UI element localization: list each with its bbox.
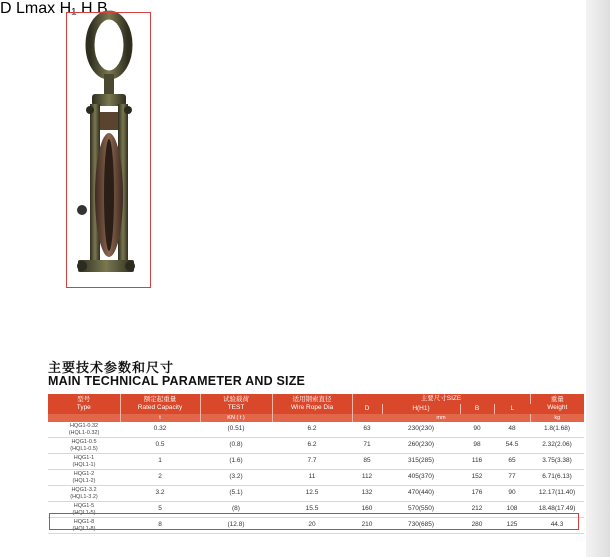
label-b: B <box>97 0 108 17</box>
unit-model <box>48 414 120 422</box>
model-code-alt: (HQL1-8) <box>72 525 96 532</box>
cell-weight: 44.3 <box>530 518 584 534</box>
header-size: 主要尺寸SIZE <box>352 394 530 404</box>
model-code: HQG1-2 <box>73 471 95 477</box>
cell-d: 210 <box>352 518 382 534</box>
unit-weight: kg <box>530 414 584 422</box>
model-code-alt: (HQL1-0.5) <box>70 445 98 452</box>
header-model-zh: 型号 <box>77 396 91 403</box>
cell-b: 98 <box>460 438 494 454</box>
cell-l: 54.5 <box>494 438 530 454</box>
page-edge <box>586 0 610 557</box>
model-code-alt: (HQL1-5) <box>72 509 96 516</box>
model-code-alt: (HQL1-2) <box>72 477 96 484</box>
cell-capacity: 2 <box>120 470 200 486</box>
model-code: HQG1-8 <box>73 519 95 525</box>
cell-d: 63 <box>352 422 382 438</box>
model-code: HQG1-0.5 <box>71 439 97 445</box>
cell-test: (8) <box>200 502 272 518</box>
cell-l: 65 <box>494 454 530 470</box>
cell-weight: 12.17(11.40) <box>530 486 584 502</box>
table-row <box>48 438 584 454</box>
unit-capacity: t <box>120 414 200 422</box>
header-h: H(H1) <box>382 404 460 414</box>
cell-b: 116 <box>460 454 494 470</box>
cell-rope: 20 <box>272 518 352 534</box>
cell-b: 176 <box>460 486 494 502</box>
cell-capacity: 5 <box>120 502 200 518</box>
section-title-en: MAIN TECHNICAL PARAMETER AND SIZE <box>48 374 306 388</box>
cell-weight: 2.32(2.06) <box>530 438 584 454</box>
cell-h: 730(685) <box>382 518 460 534</box>
cell-l: 48 <box>494 422 530 438</box>
header-d: D <box>352 404 382 414</box>
model-code-alt: (HQL1-1) <box>72 461 96 468</box>
header-weight <box>530 394 584 414</box>
cell-h: 405(370) <box>382 470 460 486</box>
section-title-zh: 主要技术参数和尺寸 <box>48 361 175 376</box>
cell-capacity: 0.32 <box>120 422 200 438</box>
model-code: HQG1-5 <box>73 503 95 509</box>
cell-rope: 11 <box>272 470 352 486</box>
cell-model <box>48 438 120 454</box>
cell-d: 71 <box>352 438 382 454</box>
cell-test: (0.8) <box>200 438 272 454</box>
model-code: HQG1-0.32 <box>69 423 99 429</box>
cell-rope: 7.7 <box>272 454 352 470</box>
header-test-en: TEST <box>227 404 245 411</box>
cell-capacity: 1 <box>120 454 200 470</box>
header-weight-en: Weight <box>547 404 568 411</box>
model-code-alt: (HQL1-3.2) <box>70 493 98 500</box>
cell-d: 160 <box>352 502 382 518</box>
header-test-zh: 试验载荷 <box>223 396 249 403</box>
cell-b: 90 <box>460 422 494 438</box>
cell-model <box>48 470 120 486</box>
model-code-alt: (HQL1-0.32) <box>68 429 100 436</box>
table-row <box>48 486 584 502</box>
cell-l: 108 <box>494 502 530 518</box>
header-l: L <box>494 404 530 414</box>
cell-h: 470(440) <box>382 486 460 502</box>
cell-b: 280 <box>460 518 494 534</box>
unit-size: mm <box>352 414 530 422</box>
cell-d: 112 <box>352 470 382 486</box>
table-row <box>48 422 584 438</box>
header-capacity-zh: 额定起重量 <box>143 396 177 403</box>
model-code: HQG1-3.2 <box>71 487 97 493</box>
cell-rope: 15.5 <box>272 502 352 518</box>
cell-b: 152 <box>460 470 494 486</box>
label-h1: H₁ <box>59 0 77 17</box>
label-lmax: Lmax <box>16 0 56 17</box>
header-rope-en: Wire Rope Dia <box>290 404 334 411</box>
cell-capacity: 3.2 <box>120 486 200 502</box>
header-b: B <box>460 404 494 414</box>
cell-h: 570(550) <box>382 502 460 518</box>
cell-h: 260(230) <box>382 438 460 454</box>
cell-test: (5.1) <box>200 486 272 502</box>
cell-d: 85 <box>352 454 382 470</box>
cell-test: (0.51) <box>200 422 272 438</box>
table-row <box>48 454 584 470</box>
cell-weight: 6.71(6.13) <box>530 470 584 486</box>
label-h: H <box>81 0 93 17</box>
table-row <box>48 470 584 486</box>
cell-d: 132 <box>352 486 382 502</box>
cell-h: 230(230) <box>382 422 460 438</box>
model-code: HQG1-1 <box>73 455 95 461</box>
cell-weight: 3.75(3.38) <box>530 454 584 470</box>
photo-highlight-box <box>66 12 151 288</box>
cell-model <box>48 422 120 438</box>
label-d: D <box>0 0 12 17</box>
cell-weight: 18.48(17.49) <box>530 502 584 518</box>
cell-l: 90 <box>494 486 530 502</box>
cell-b: 212 <box>460 502 494 518</box>
cell-capacity: 8 <box>120 518 200 534</box>
header-rope <box>272 394 352 414</box>
cell-test: (3.2) <box>200 470 272 486</box>
header-capacity-en: Rated Capacity <box>137 404 183 411</box>
cell-rope: 12.5 <box>272 486 352 502</box>
header-rope-zh: 适用钢索直径 <box>292 396 332 403</box>
cell-capacity: 0.5 <box>120 438 200 454</box>
cell-l: 125 <box>494 518 530 534</box>
header-weight-zh: 重量 <box>550 396 564 403</box>
unit-rope <box>272 414 352 422</box>
cell-weight: 1.8(1.68) <box>530 422 584 438</box>
unit-test: KN ( t ) <box>200 414 272 422</box>
row-highlight-box <box>49 513 579 530</box>
cell-rope: 6.2 <box>272 438 352 454</box>
cell-l: 77 <box>494 470 530 486</box>
cell-model <box>48 454 120 470</box>
header-test <box>200 394 272 414</box>
cell-test: (12.8) <box>200 518 272 534</box>
header-capacity <box>120 394 200 414</box>
cell-model <box>48 486 120 502</box>
cell-rope: 6.2 <box>272 422 352 438</box>
header-model <box>48 394 120 414</box>
cell-test: (1.6) <box>200 454 272 470</box>
cell-h: 315(285) <box>382 454 460 470</box>
header-model-en: Type <box>76 404 91 411</box>
